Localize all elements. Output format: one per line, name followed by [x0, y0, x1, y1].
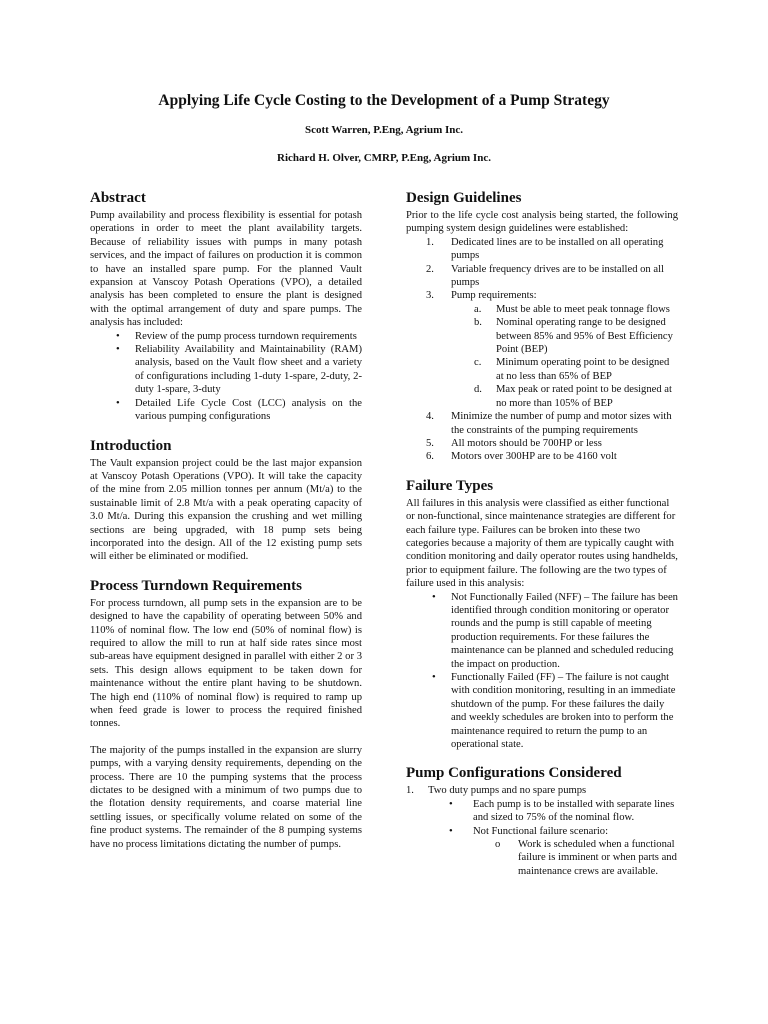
configs-heading: Pump Configurations Considered [406, 765, 622, 782]
paper-title: Applying Life Cycle Costing to the Development of a Pump Strategy [158, 92, 610, 109]
abstract-text: Pump availability and process flexibility is essential for potash operations in order to meet the plant availability targets. Because of reliability issues with pumps in many potash services, and the impact of failures on production it is common to have an installed spare pump. For the planned Vault expansion at Vanscoy Potash Operations (VPO), a detailed analysis has been completed to ensure the plant is designed with the optimal arrangement of duty and spare pumps. The analysis has included: [90, 210, 362, 329]
design-list-continued [406, 410, 678, 464]
design-heading: Design Guidelines [406, 190, 522, 206]
design-section [406, 190, 678, 464]
list-item: • Detailed Life Cycle Cost (LCC) analysis on the various pumping configurations [116, 397, 362, 423]
list-item: • Review of the pump process turndown requirements [116, 330, 357, 342]
abstract-section [90, 190, 362, 424]
left-column [90, 190, 362, 865]
introduction-heading: Introduction [90, 437, 172, 454]
list-item: c. Minimum operating point to be designed at no less than 65% of BEP [474, 357, 670, 382]
list-item: o Work is scheduled when a functional failure is imminent or when parts and maintenance crews are available. [495, 839, 677, 877]
configs-section [406, 765, 678, 878]
list-item: 1. Two duty pumps and no spare pumps • Each pump is to be installed with separate lines and sized to 75% of the nominal flow. • Not Functional failure scenario: o Work is scheduled when a functional failure is imminent or when parts and maintenance crews are available. [406, 785, 677, 877]
abstract-bullets [90, 330, 362, 424]
list-item: 3. Pump requirements: [426, 290, 537, 302]
list-item: 1. Dedicated lines are to be installed on all operating pumps [426, 236, 664, 262]
design-intro: Prior to the life cycle cost analysis being started, the following pumping system design guidelines were established: [406, 210, 678, 235]
abstract-heading: Abstract [90, 190, 146, 206]
turndown-paragraph-2: The majority of the pumps installed in the expansion are slurry pumps, with a varying density requirements, depending on the process. There are 10 the pumping systems that the process dictates to be designed with a minimum of two pumps due to the flotation density requirements, and coarse material line settling issues, or specifically volume related on some of the fine product systems. The remainder of the 8 pumping systems have no process limitations dictating the number of pumps. [90, 744, 362, 850]
failure-text: All failures in this analysis were classified as either functional or non-functional, since maintenance strategies are different for each failure type. Failures can be broken into these two categories because a majority of them are typically caught with condition monitoring and daily operator routes using handhelds, prior to equipment failure. The following are the two types of failure used in this analysis: [406, 497, 678, 590]
list-item: a. Must be able to meet peak tonnage flows [474, 303, 670, 315]
introduction-text: The Vault expansion project could be the last major expansion at Vanscoy Potash Operations (VPO). It will take the capacity of the mine from 2.05 million tonnes per annum (Mt/a) to the sustainable limit of 2.8 Mt/a with a peak operating capacity of 3.0 Mt/a. During this expansion the crushing and wet milling sections are being upgraded, with 18 pump sets being incorporated into the design. All of the 12 existing pump sets will either be eliminated or modified. [90, 457, 362, 563]
failure-heading: Failure Types [406, 477, 494, 494]
list-item: d. Max peak or rated point to be designed at no more than 105% of BEP [474, 384, 672, 409]
failure-bullets [406, 591, 678, 752]
configs-list [406, 784, 678, 878]
author-line-1: Scott Warren, P.Eng, Agrium Inc. [304, 124, 464, 136]
introduction-section [90, 438, 362, 564]
list-item: • Reliability Availability and Maintainability (RAM) analysis, based on the Vault flow sheet and a variety of configurations including 1-duty 1-spare, 2-duty, 2-duty 1-spare, 3-duty [116, 344, 362, 396]
list-item: • Each pump is to be installed with separate lines and sized to 75% of the nominal flow. [449, 798, 675, 824]
turndown-heading: Process Turndown Requirements [90, 577, 302, 594]
configs-subbullets [428, 838, 678, 878]
author-line-2: Richard H. Olver, CMRP, P.Eng, Agrium Inc. [277, 152, 491, 164]
failure-section [406, 478, 678, 752]
configs-bullets [428, 798, 678, 838]
list-item: 6. Motors over 300HP are to be 4160 volt [426, 451, 617, 463]
right-column [406, 190, 678, 892]
design-sublist [406, 303, 678, 410]
list-item: b. Nominal operating range to be designed between 85% and 95% of Best Efficiency Point (BEP) [474, 317, 673, 356]
list-item: • Not Functionally Failed (NFF) – The failure has been identified through condition monitoring or operator rounds and the pump is still capable of meeting production requirements. For these failures the maintenance can be planned and scheduled reducing the impact on production. [432, 591, 678, 670]
design-list [406, 236, 678, 303]
list-item: 5. All motors should be 700HP or less [426, 437, 602, 449]
list-item: • Not Functional failure scenario: [449, 825, 609, 837]
turndown-paragraph-1: For process turndown, all pump sets in the expansion are to be designed to have the capability of operating between 50% and 110% of nominal flow. The low end (50% of nominal flow) is required to allow the mill to run at half side rates since most sub-areas have equipment designed in parallel with either 2 or 3 sets. This design allows equipment to be taken down for maintenance without the entire plant having to be shutdown. The high end (110% of nominal flow) is required to ramp up when feed grade is lower to process the required finished tonnes. [90, 597, 362, 730]
list-item: 4. Minimize the number of pump and motor sizes with the constraints of the pumping requirements [426, 411, 672, 436]
list-item: 2. Variable frequency drives are to be installed on all pumps [426, 263, 664, 289]
turndown-section [90, 578, 362, 851]
list-item: • Functionally Failed (FF) – The failure is not caught with condition monitoring, resulting in an immediate shutdown of the pump. For these failures the daily and weekly schedules are broken into to perform the maintenance required to return the pump to an operational state. [432, 672, 676, 751]
